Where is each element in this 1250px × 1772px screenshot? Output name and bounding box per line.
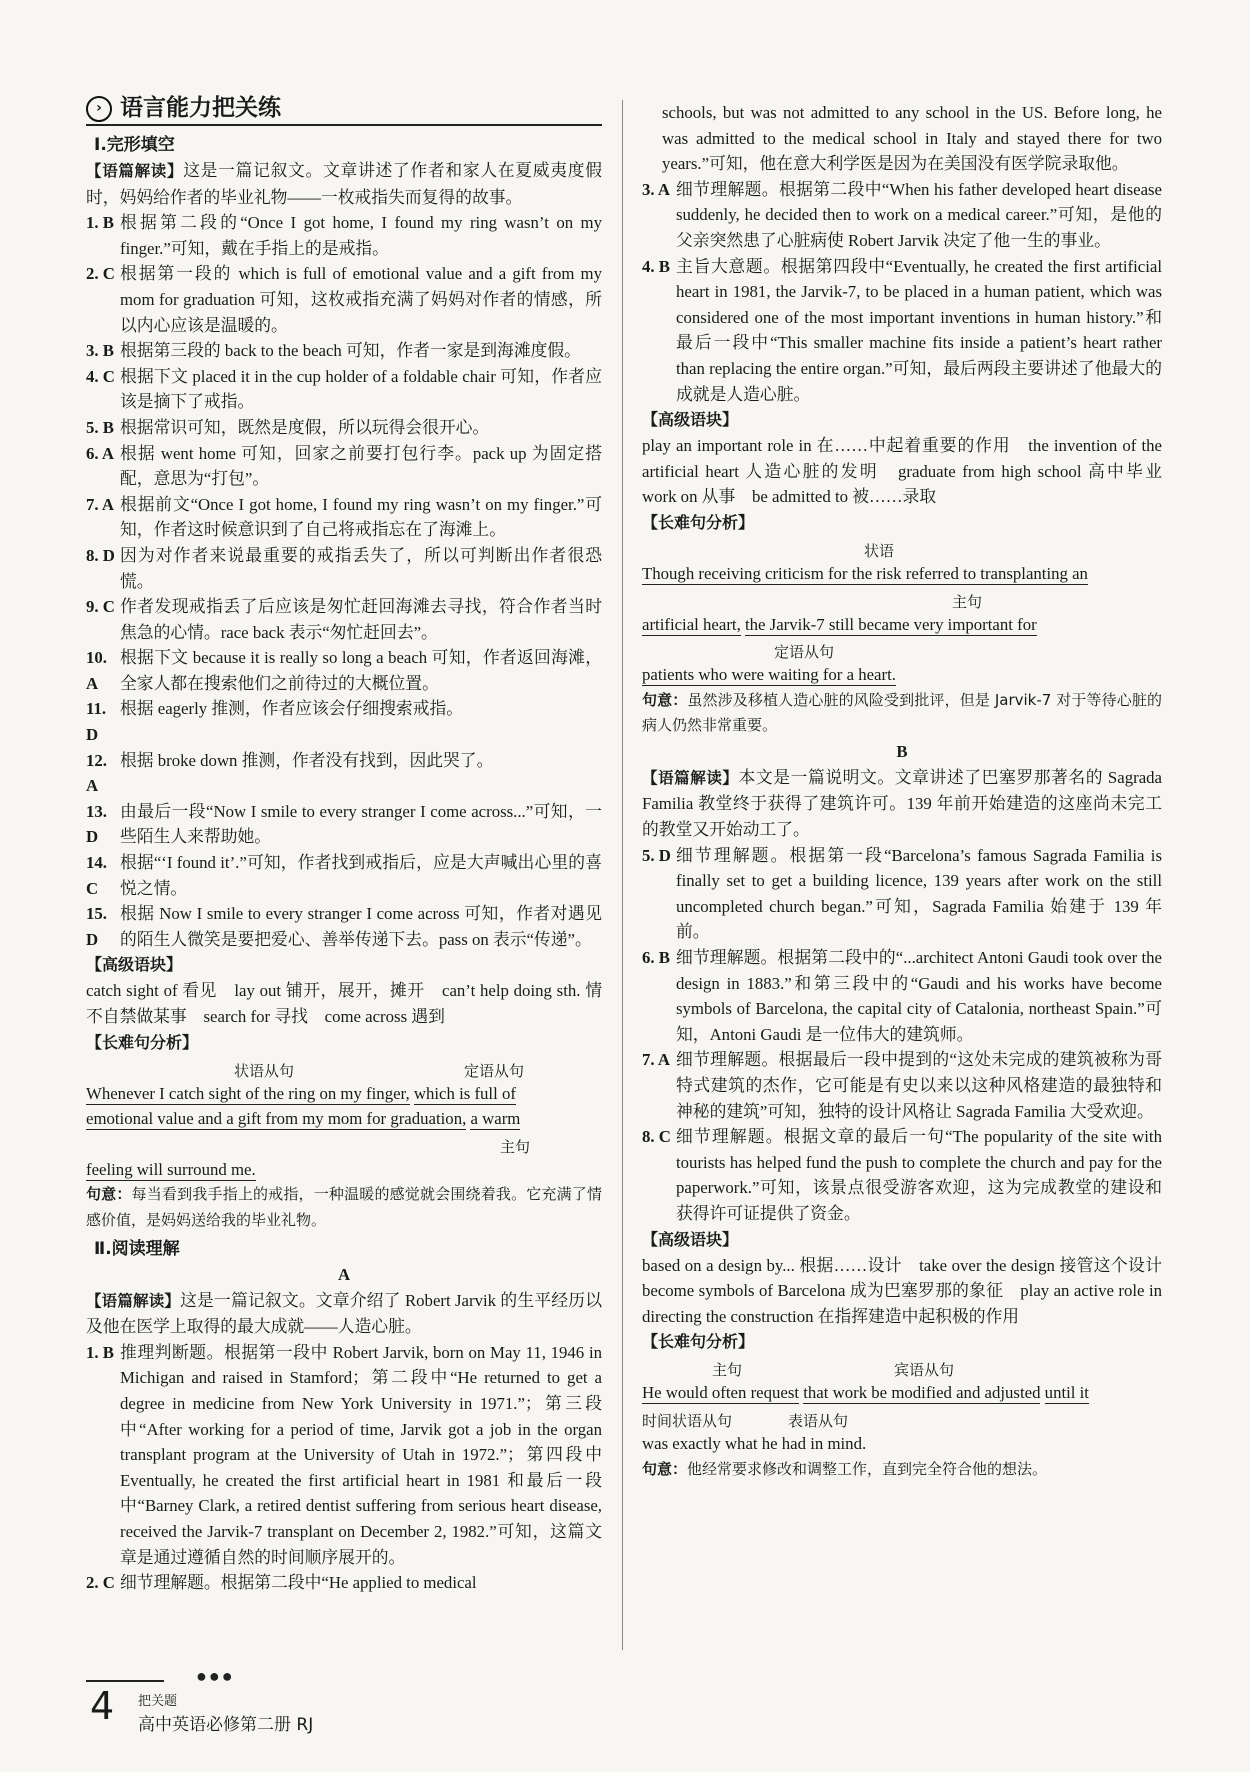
header-title: 语言能力把关练: [120, 95, 281, 122]
cloze-answer-list: [86, 210, 602, 952]
annotation-predicative-clause: 表语从句: [788, 1411, 849, 1430]
meaning-label: 句意：: [86, 1185, 132, 1204]
answer-item: [86, 799, 602, 850]
answer-number: 3. B: [86, 341, 114, 361]
sentence-analysis-title: 【长难句分析】: [642, 512, 755, 532]
sentence-analysis-title: 【长难句分析】: [86, 1032, 199, 1052]
analyzed-line: [642, 612, 1162, 638]
page-number: 4: [90, 1684, 115, 1728]
reading-answer-list: [642, 177, 1162, 407]
book-title: 高中英语必修第二册: [138, 1715, 291, 1735]
vocab-text: play an important role in 在……中起着重要的作用 the invention of the artificial heart 人造心脏的发明 graduate from high school 高中毕业 work on 从事 be admitted to 被……录取: [642, 436, 1179, 507]
analyzed-line: [642, 1380, 1162, 1406]
analyzed-line: [86, 1106, 602, 1132]
answer-number: 1. B: [86, 1342, 114, 1362]
answer-number: 7. A: [86, 494, 114, 514]
answer-explanation: 细节理解题。根据文章的最后一句“The popularity of the site with tourists has helped fund the push to complete the church and pay for the paperwork.”可知，该景点很受游客欢迎，这为完成教堂的建设和获得许可证提供了资金。: [676, 1127, 1162, 1223]
answer-number: 7. A: [642, 1050, 670, 1070]
analyzed-line: [642, 561, 1162, 587]
underlined-clause: which is full of: [413, 1083, 516, 1103]
answer-explanation: 根据第二段的“Once I got home, I found my ring wasn’t on my finger.”可知，戴在手指上的是戒指。: [120, 213, 602, 258]
continued-text: schools, but was not admitted to any school in the US. Before long, he was admitted to the medical school in Italy and stayed there for two years.”可知，他在意大利学医是因为在美国没有医学院录取他。: [662, 103, 1162, 174]
annotation-row: [642, 1355, 1162, 1380]
underlined-clause: feeling will surround me.: [86, 1159, 256, 1179]
answer-item: [86, 492, 602, 543]
answer-explanation: 根据前文“Once I got home, I found my ring wasn’t on my finger.”可知，作者这时候意识到了自己将戒指忘在了海滩上。: [120, 494, 602, 540]
footer-dots: ●●●: [196, 1666, 235, 1686]
answer-number: 4. B: [642, 256, 670, 276]
analyzed-line: [86, 1081, 602, 1107]
vocab-title: 【高级语块】: [86, 955, 183, 975]
section-header: [86, 96, 602, 122]
analyzed-text: was exactly what he had in mind.: [642, 1433, 867, 1453]
answer-number: 4. C: [86, 366, 115, 386]
annotation-row: [642, 536, 1162, 561]
annotation-row: [86, 1132, 602, 1157]
answer-explanation: 细节理解题。根据第二段中的“...architect Antoni Gaudi took over the design in 1883.”和第三段中的“Gaudi and his works have become symbols of Barcelona, the capital city of Catalonia, northeast Spain.”可知，Antoni Gaudi 是一位伟大的建筑师。: [676, 948, 1162, 1044]
answer-explanation: 细节理解题。根据第一段“Barcelona’s famous Sagrada Familia is finally set to get a building licence, 139 years after work on the still uncompleted church began.”可知，Sagrada Familia 始建于 139 年前。: [676, 845, 1162, 942]
answer-explanation: 根据 Now I smile to every stranger I come across 可知，作者对遇见的陌生人微笑是要把爱心、善举传递下去。pass on 表示“传递”。: [120, 904, 602, 949]
intro-label: 【语篇解读】: [86, 162, 184, 180]
answer-number: 10. A: [86, 648, 107, 693]
sentence-meaning: [642, 1457, 1162, 1483]
analyzed-line: [642, 1431, 1162, 1457]
answer-item: [642, 254, 1162, 408]
intro-text: 本文是一篇说明文。文章讲述了巴塞罗那著名的 Sagrada Familia 教堂终于获得了建筑许可。139 年前开始建造的这座尚未完工的教堂又开始动工了。: [642, 767, 1162, 840]
answer-number: 3. A: [642, 179, 670, 199]
annotation-adverbial-clause: 状语从句: [234, 1061, 295, 1080]
sentence-meaning: [86, 1182, 602, 1233]
intro-text: 这是一篇记叙文。文章介绍了 Robert Jarvik 的生平经历以及他在医学上取得的最大成就——人造心脏。: [86, 1290, 602, 1337]
annotation-row: [642, 637, 1162, 662]
answer-item: [86, 1340, 602, 1570]
answer-number: 14. C: [86, 853, 107, 898]
answer-item: [86, 338, 602, 364]
answer-item: [642, 945, 1162, 1047]
answer-number: 12. A: [86, 750, 107, 796]
answer-explanation: 作者发现戒指丢了后应该是匆忙赶回海滩去寻找，符合作者当时焦急的心情。race back 表示“匆忙赶回去”。: [120, 597, 602, 642]
answer-number: 11. D: [86, 699, 107, 745]
underlined-clause: that work be modified and adjusted: [803, 1383, 1041, 1403]
section-cloze-title: Ⅰ.完形填空: [94, 135, 175, 155]
answer-item: [86, 1570, 602, 1596]
answer-item: [86, 850, 602, 901]
answer-explanation: 细节理解题。根据第二段中“He applied to medical: [120, 1573, 477, 1593]
answer-item: [642, 1124, 1162, 1226]
annotation-time-clause: 时间状语从句: [642, 1411, 733, 1430]
answer-explanation: 细节理解题。根据最后一段中提到的“这处未完成的建筑被称为哥特式建筑的杰作，它可能是有史以来以这种风格建造的最独特和神秘的建筑”可知，独特的设计风格让 Sagrada Familia 大受欢迎。: [676, 1050, 1162, 1121]
edition: RJ: [296, 1715, 314, 1735]
answer-explanation: 根据 went home 可知，回家之前要打包行李。pack up 为固定搭配，意思为“打包”。: [120, 443, 602, 489]
answer-explanation: 因为对作者来说最重要的戒指丢失了，所以可判断出作者很恐慌。: [120, 545, 602, 591]
passage-label: B: [896, 741, 908, 761]
answer-explanation: 细节理解题。根据第二段中“When his father developed heart disease suddenly, he decided then to work on a medical career.”可知，是他的父亲突然患了心脏病使 Robert Jarvik 决定了他一生的事业。: [676, 179, 1162, 250]
underlined-clause: the Jarvik-7 still became very important for: [744, 614, 1037, 634]
answer-item: [86, 441, 602, 492]
left-column: [86, 95, 602, 1596]
annotation-attributive-clause: 定语从句: [774, 643, 835, 662]
meaning-text: 每当看到我手指上的戒指，一种温暖的感觉就会围绕着我。它充满了情感价值，是妈妈送给我的毕业礼物。: [86, 1185, 602, 1229]
footer-series: 把关题: [138, 1694, 178, 1709]
section-reading-title: Ⅱ.阅读理解: [94, 1238, 180, 1259]
right-column: [642, 100, 1179, 1482]
passage-label: A: [337, 1264, 351, 1284]
meaning-text: 虽然涉及移植人造心脏的风险受到批评，但是 Jarvik-7 对于等待心脏的病人仍然非常重要。: [642, 690, 1162, 735]
answer-explanation: 根据第三段的 back to the beach 可知，作者一家是到海滩度假。: [120, 341, 581, 361]
underlined-clause: patients who were waiting for a heart.: [642, 665, 896, 685]
reading-answer-list: [642, 843, 1162, 1227]
answer-explanation: 根据常识可知，既然是度假，所以玩得会很开心。: [120, 417, 490, 437]
answer-number: 6. A: [86, 443, 114, 463]
answer-number: 15. D: [86, 904, 107, 949]
annotation-row: [86, 1056, 602, 1081]
annotation-main-clause: 主句: [500, 1137, 531, 1156]
answer-explanation: 根据下文 placed it in the cup holder of a foldable chair 可知，作者应该是摘下了戒指。: [120, 366, 602, 412]
intro-label: 【语篇解读】: [86, 1291, 181, 1310]
answer-item: [642, 843, 1162, 945]
intro-label: 【语篇解读】: [642, 768, 739, 787]
underlined-clause: He would often request: [642, 1383, 800, 1403]
answer-item: [642, 177, 1162, 254]
meaning-label: 句意：: [642, 1459, 688, 1478]
answer-number: 2. C: [86, 1573, 115, 1593]
underlined-clause: Whenever I catch sight of the ring on my finger,: [86, 1083, 410, 1103]
underlined-clause: emotional value and a gift from my mom for graduation,: [86, 1109, 467, 1129]
answer-item: [86, 261, 602, 338]
cloze-intro: [86, 158, 602, 210]
answer-item: [642, 1047, 1162, 1124]
vocab-title: 【高级语块】: [642, 1229, 739, 1249]
sentence-meaning: [642, 688, 1162, 739]
annotation-main-clause: 主句: [952, 592, 983, 611]
answer-explanation: 根据“‘I found it’.”可知，作者找到戒指后，应是大声喊出心里的喜悦之情。: [120, 853, 602, 898]
answer-item: [86, 415, 602, 441]
answer-item: [86, 696, 602, 747]
vocab-text: based on a design by... 根据……设计 take over the design 接管这个设计 become symbols of Barcelona 成为巴塞罗那的象征 play an active role in directing the construction 在指挥建造中起积极的作用: [642, 1255, 1179, 1326]
meaning-text: 他经常要求修改和调整工作，直到完全符合他的想法。: [687, 1459, 1048, 1478]
answer-item: [86, 543, 602, 594]
answer-item: [86, 210, 602, 261]
answer-explanation: 主旨大意题。根据第四段中“Eventually, he created the first artificial heart in 1981, the Jarvik-7, to be placed in a human patient, which was considered one of the most important inventions in human history.”和最后一段中“This smaller machine fits inside a patient’s heart rather than replacing the entire organ.”可知，最后两段主要讲述了他最大的成就是人造心脏。: [676, 256, 1162, 404]
answer-explanation: 推理判断题。根据第一段中 Robert Jarvik, born on May 11, 1946 in Michigan and raised in Stamford；第二段中“He returned to get a degree in medicine from New York University in 1971.”；第三段中“After working for a period of time, Jarvik got a job in the organ transplant program at the University of Utah in 1972.”；第四段中 Eventually, he created the first artificial heart in 1981 和最后一段中“Barney Clark, a retired dentist suffering from serious heart disease, received the Jarvik-7 transplant on December 2, 1982.”可知，这篇文章是通过遵循自然的时间顺序展开的。: [120, 1342, 602, 1567]
answer-explanation: 根据 broke down 推测，作者没有找到，因此哭了。: [120, 750, 494, 770]
meaning-label: 句意：: [642, 690, 688, 709]
intro-text: 这是一篇记叙文。文章讲述了作者和家人在夏威夷度假时，妈妈给作者的毕业礼物——一枚戒指失而复得的故事。: [86, 161, 602, 207]
answer-item: [86, 901, 602, 952]
answer-item: [86, 748, 602, 799]
column-divider: [622, 100, 623, 1650]
answer-number: 9. C: [86, 597, 115, 617]
answer-item: [86, 594, 602, 645]
annotation-row: [642, 1406, 1162, 1431]
footer-book: [138, 1710, 313, 1735]
underlined-clause: Though receiving criticism for the risk referred to transplanting an: [642, 563, 1088, 583]
answer-number: 6. B: [642, 948, 670, 968]
sentence-analysis-title: 【长难句分析】: [642, 1332, 755, 1352]
vocab-title: 【高级语块】: [642, 410, 739, 430]
reading-intro: [86, 1288, 602, 1340]
answer-explanation: 根据 eagerly 推测，作者应该会仔细搜索戒指。: [120, 699, 464, 719]
header-rule: [86, 124, 602, 126]
analyzed-line: [642, 662, 1162, 688]
answer-item: [86, 364, 602, 415]
answer-number: 2. C: [86, 264, 115, 284]
annotation-adverbial: 状语: [864, 541, 895, 560]
annotation-object-clause: 宾语从句: [894, 1361, 955, 1380]
analyzed-line: [86, 1157, 602, 1183]
footer-rule: [86, 1680, 164, 1682]
answer-number: 1. B: [86, 213, 114, 233]
underlined-clause: until it: [1044, 1383, 1089, 1403]
answer-number: 13. D: [86, 801, 107, 847]
annotation-attributive-clause: 定语从句: [464, 1061, 525, 1080]
arrow-circle-icon: ›: [86, 96, 112, 122]
annotation-row: [642, 587, 1162, 612]
answer-number: 8. C: [642, 1127, 671, 1147]
reading-intro-b: [642, 765, 1162, 843]
answer-number: 5. D: [642, 845, 671, 865]
answer-explanation: 根据第一段的 which is full of emotional value and a gift from my mom for graduation 可知，这枚戒指充满了妈妈对作者的情感，所以内心应该是温暖的。: [120, 264, 602, 335]
underlined-clause: artificial heart,: [642, 614, 741, 634]
vocab-text: catch sight of 看见 lay out 铺开，展开，摊开 can’t help doing sth. 情不自禁做某事 search for 寻找 come across 遇到: [86, 981, 602, 1026]
answer-number: 5. B: [86, 417, 114, 437]
answer-item: [86, 645, 602, 696]
answer-explanation: 由最后一段“Now I smile to every stranger I come across...”可知，一些陌生人来帮助她。: [120, 801, 602, 847]
answer-explanation: 根据下文 because it is really so long a beach 可知，作者返回海滩，全家人都在搜索他们之前待过的大概位置。: [120, 648, 602, 693]
underlined-clause: a warm: [470, 1109, 521, 1129]
answer-number: 8. D: [86, 545, 115, 565]
annotation-main-clause: 主句: [712, 1361, 743, 1380]
reading-answer-list: [86, 1340, 602, 1596]
